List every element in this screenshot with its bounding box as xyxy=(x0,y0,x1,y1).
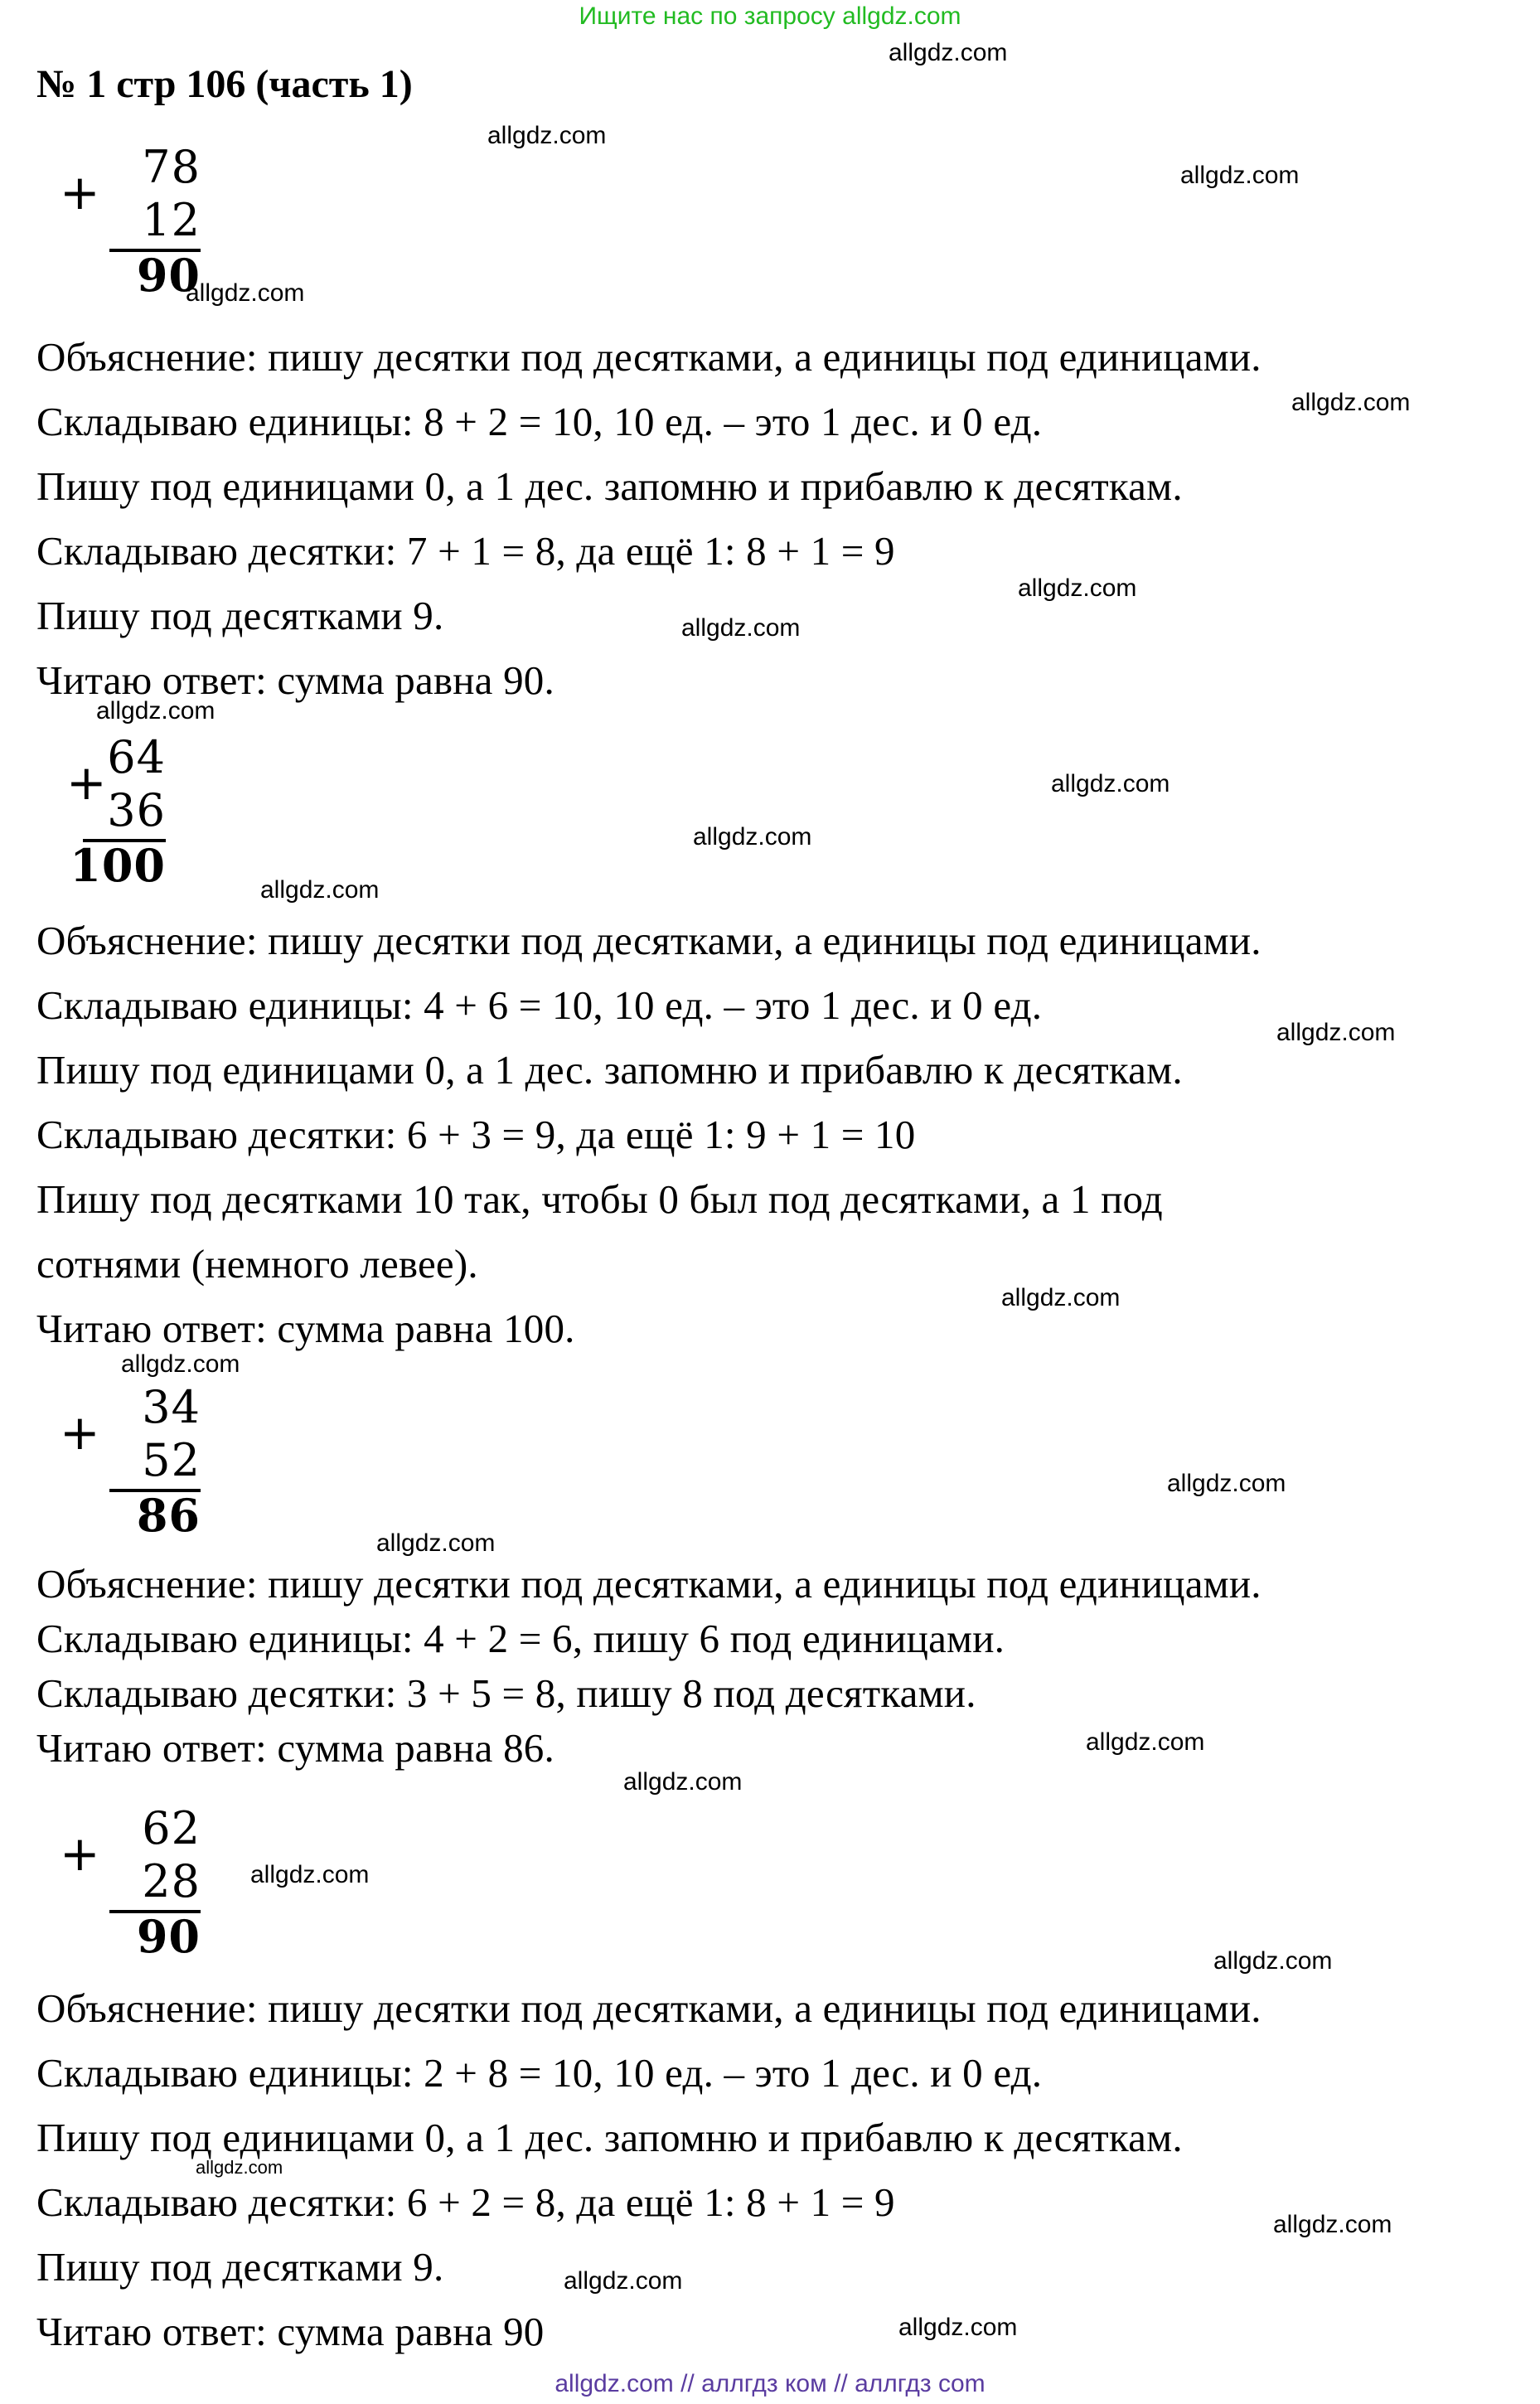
column-addition-4 xyxy=(60,1802,201,1963)
watermark: allgdz.com xyxy=(260,876,380,904)
addend-1: 64 xyxy=(107,731,166,783)
sum: 100 xyxy=(70,839,166,892)
block-2-line-6: сотнями (немного левее). xyxy=(36,1241,478,1287)
plus-sign: + xyxy=(60,1825,100,1882)
watermark: allgdz.com xyxy=(96,697,216,725)
plus-sign: + xyxy=(60,1404,100,1461)
watermark: allgdz.com xyxy=(1291,389,1411,416)
watermark: allgdz.com xyxy=(623,1768,743,1796)
addend-2: 36 xyxy=(107,784,166,836)
block-3-line-3: Складываю десятки: 3 + 5 = 8, пишу 8 под десятками. xyxy=(36,1670,976,1716)
block-2-line-3: Пишу под единицами 0, а 1 дес. запомню и прибавлю к десяткам. xyxy=(36,1047,1183,1093)
block-1-line-6: Читаю ответ: сумма равна 90. xyxy=(36,657,554,703)
block-1-line-3: Пишу под единицами 0, а 1 дес. запомню и прибавлю к десяткам. xyxy=(36,463,1183,509)
watermark: allgdz.com xyxy=(1001,1284,1121,1311)
block-4-line-1: Объяснение: пишу десятки под десятками, а единицы под единицами. xyxy=(36,1985,1262,2031)
plus-sign: + xyxy=(60,164,100,221)
watermark: allgdz.com xyxy=(1273,2211,1392,2238)
block-1-line-2: Складываю единицы: 8 + 2 = 10, 10 ед. – это 1 дес. и 0 ед. xyxy=(36,399,1043,444)
addend-2: 12 xyxy=(142,194,201,246)
block-4-line-6: Читаю ответ: сумма равна 90 xyxy=(36,2309,545,2354)
block-4-line-3: Пишу под единицами 0, а 1 дес. запомню и прибавлю к десяткам. xyxy=(36,2115,1183,2160)
watermark: allgdz.com xyxy=(1167,1470,1286,1497)
addend-2: 28 xyxy=(142,1855,201,1907)
watermark: allgdz.com xyxy=(376,1529,496,1557)
addend-2: 52 xyxy=(142,1434,201,1486)
watermark: allgdz.com xyxy=(121,1350,240,1378)
sum: 90 xyxy=(136,1910,201,1963)
addend-1: 78 xyxy=(142,141,201,193)
block-1-line-5: Пишу под десятками 9. xyxy=(36,593,444,638)
watermark: allgdz.com xyxy=(564,2267,683,2295)
watermark: allgdz.com xyxy=(250,1861,370,1888)
watermark: allgdz.com xyxy=(898,2314,1018,2341)
watermark: allgdz.com xyxy=(1213,1947,1333,1975)
watermark: allgdz.com xyxy=(1051,770,1170,797)
watermark: allgdz.com xyxy=(487,122,607,149)
block-2-line-1: Объяснение: пишу десятки под десятками, а единицы под единицами. xyxy=(36,918,1262,963)
watermark: allgdz.com xyxy=(693,823,812,851)
block-2-line-7: Читаю ответ: сумма равна 100. xyxy=(36,1306,575,1351)
plus-sign: + xyxy=(66,754,107,811)
sum: 86 xyxy=(136,1489,201,1542)
watermark: allgdz.com xyxy=(681,614,801,642)
addend-1: 34 xyxy=(142,1381,201,1433)
watermark: allgdz.com xyxy=(196,2157,283,2178)
block-2-line-5: Пишу под десятками 10 так, чтобы 0 был под десятками, а 1 под xyxy=(36,1176,1163,1222)
column-addition-1 xyxy=(60,141,201,302)
sum: 90 xyxy=(136,249,201,302)
search-banner[interactable]: Ищите нас по запросу allgdz.com xyxy=(579,2,961,30)
block-3-line-2: Складываю единицы: 4 + 2 = 6, пишу 6 под единицами. xyxy=(36,1616,1005,1661)
block-4-line-4: Складываю десятки: 6 + 2 = 8, да ещё 1: 8 + 1 = 9 xyxy=(36,2179,895,2225)
block-4-line-2: Складываю единицы: 2 + 8 = 10, 10 ед. – это 1 дес. и 0 ед. xyxy=(36,2050,1043,2096)
block-1-line-4: Складываю десятки: 7 + 1 = 8, да ещё 1: 8 + 1 = 9 xyxy=(36,528,895,574)
column-addition-2 xyxy=(66,731,166,892)
block-2-line-4: Складываю десятки: 6 + 3 = 9, да ещё 1: 9 + 1 = 10 xyxy=(36,1112,916,1157)
watermark: allgdz.com xyxy=(1086,1728,1205,1756)
page-title: № 1 стр 106 (часть 1) xyxy=(36,62,413,106)
addend-1: 62 xyxy=(142,1802,201,1854)
block-3-line-1: Объяснение: пишу десятки под десятками, а единицы под единицами. xyxy=(36,1561,1262,1607)
footer-links[interactable]: allgdz.com // аллгдз ком // аллгдз com xyxy=(554,2370,986,2397)
block-2-line-2: Складываю единицы: 4 + 6 = 10, 10 ед. – это 1 дес. и 0 ед. xyxy=(36,982,1043,1028)
block-3-line-4: Читаю ответ: сумма равна 86. xyxy=(36,1725,554,1771)
block-1-line-1: Объяснение: пишу десятки под десятками, а единицы под единицами. xyxy=(36,334,1262,380)
watermark: allgdz.com xyxy=(1180,162,1300,189)
block-4-line-5: Пишу под десятками 9. xyxy=(36,2244,444,2290)
column-addition-3 xyxy=(60,1381,201,1542)
watermark: allgdz.com xyxy=(889,39,1008,66)
watermark: allgdz.com xyxy=(1018,574,1137,602)
watermark: allgdz.com xyxy=(186,279,305,307)
watermark: allgdz.com xyxy=(1276,1019,1396,1046)
